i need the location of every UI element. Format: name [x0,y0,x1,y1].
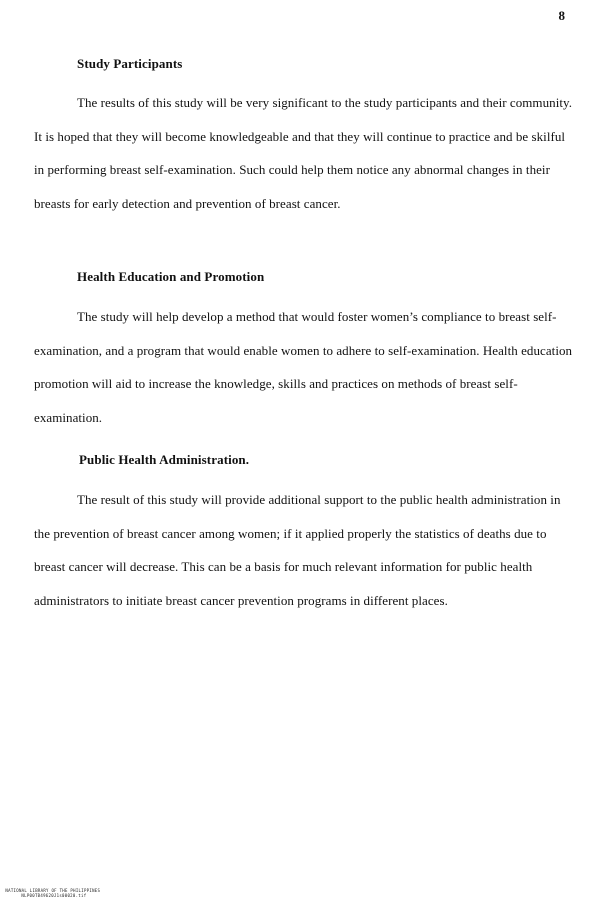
footer-library: NATIONAL LIBRARY OF THE PHILIPPINES [5,888,101,893]
section-paragraph: The result of this study will provide additional support to the public health administration in the prevention of breast cancer among women; if it applied properly the statistics of deaths due to breast cancer will decrease. This can be a basis for much relevant information for public health administrators to initiate breast cancer prevention programs in different places. [34,492,561,609]
footer-code: NLP00TB49620J1s00020.tif [21,893,87,898]
section-heading: Study Participants [77,56,183,71]
section-heading: Health Education and Promotion [77,269,265,284]
section-health-education [34,269,574,435]
section-paragraph: The results of this study will be very significant to the study participants and their community. It is hoped that they will become knowledgeable and that they will continue to practice and be skilful in performing breast self-examination. Such could help them notice any abnormal changes in their breasts for early detection and prevention of breast cancer. [34,95,573,212]
section-public-health-administration [34,452,574,618]
section-paragraph: The study will help develop a method that would foster women’s compliance to breast self- examination, and a program that would enable women to adhere to self-examination. Health education promotion will aid to increase the knowledge, skills and practices on methods of breast self-examination. [34,309,573,426]
page-number: 8 [558,8,565,23]
section-study-participants [34,56,574,221]
scan-footer [0,883,100,898]
section-heading: Public Health Administration. [79,452,250,467]
